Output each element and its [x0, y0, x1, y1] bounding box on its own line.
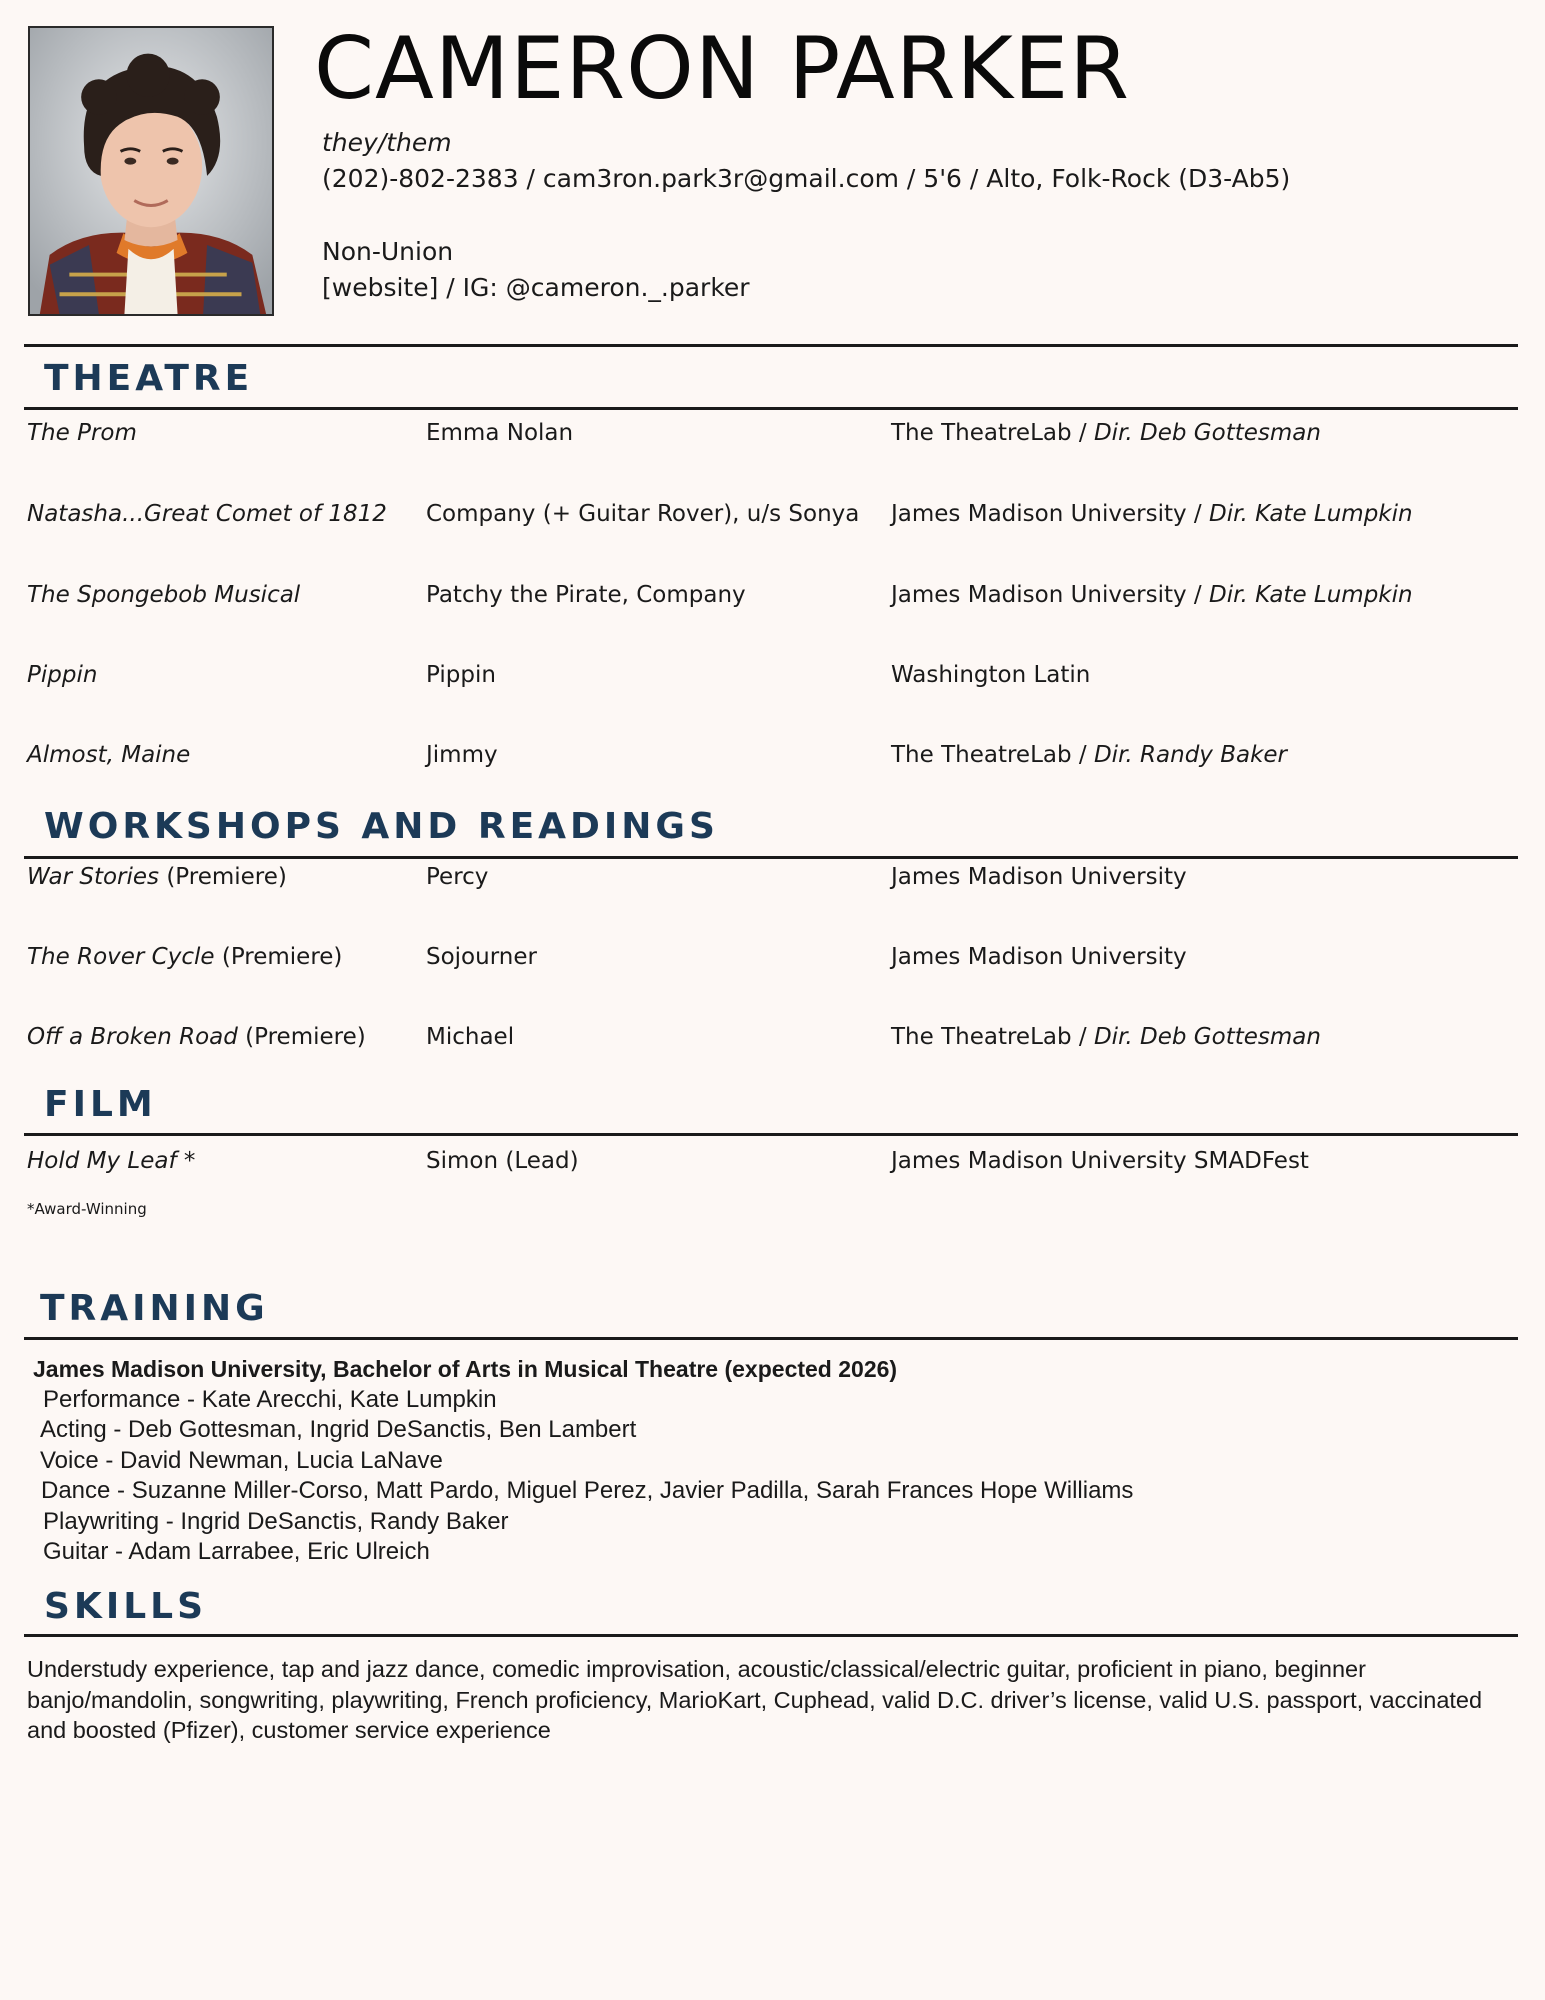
show-title: Pippin [27, 662, 98, 688]
credit-row [0, 864, 1545, 900]
show-title: War Stories (Premiere) [27, 864, 287, 890]
role: Patchy the Pirate, Company [426, 582, 746, 608]
training-school: James Madison University, Bachelor of Arts in Musical Theatre (expected 2026) [33, 1356, 898, 1382]
training-line: Acting - Deb Gottesman, Ingrid DeSanctis, Ben Lambert [40, 1416, 637, 1443]
pronouns: they/them [322, 128, 452, 157]
section-title-theatre: THEATRE [44, 358, 254, 399]
training-block [33, 1354, 1133, 1568]
venue: James Madison University / Dir. Kate Lumpkin [891, 582, 1413, 608]
credit-row [0, 501, 1545, 537]
training-line: Guitar - Adam Larrabee, Eric Ulreich [43, 1538, 430, 1565]
training-line: Dance - Suzanne Miller-Corso, Matt Pardo, Miguel Perez, Javier Padilla, Sarah Frances Hope Williams [41, 1477, 1134, 1504]
divider [24, 1634, 1518, 1637]
director: Dir. Deb Gottesman [1093, 420, 1321, 446]
role: Michael [426, 1024, 515, 1050]
footnote: *Award-Winning [27, 1200, 147, 1218]
divider [24, 856, 1518, 859]
credit-row [0, 420, 1545, 456]
divider [24, 1133, 1518, 1136]
role: Percy [426, 864, 489, 890]
union-status: Non-Union [322, 237, 454, 266]
role: Simon (Lead) [426, 1148, 579, 1174]
divider [24, 1337, 1518, 1340]
show-title: Almost, Maine [27, 742, 191, 768]
role: Sojourner [426, 944, 537, 970]
role: Pippin [426, 662, 496, 688]
role: Emma Nolan [426, 420, 574, 446]
divider [24, 407, 1518, 410]
director: Dir. Randy Baker [1093, 742, 1288, 768]
credit-row [0, 1024, 1545, 1060]
venue: The TheatreLab / Dir. Deb Gottesman [891, 420, 1321, 446]
credit-row [0, 582, 1545, 618]
director: Dir. Kate Lumpkin [1209, 501, 1413, 527]
director: Dir. Deb Gottesman [1093, 1024, 1321, 1050]
role: Company (+ Guitar Rover), u/s Sonya [426, 501, 860, 527]
section-title-film: FILM [44, 1084, 157, 1125]
credit-row [0, 662, 1545, 698]
training-line: Playwriting - Ingrid DeSanctis, Randy Baker [43, 1507, 509, 1535]
training-line: Voice - David Newman, Lucia LaNave [40, 1446, 443, 1474]
venue: James Madison University / Dir. Kate Lumpkin [891, 501, 1413, 527]
venue: The TheatreLab / Dir. Randy Baker [891, 742, 1288, 768]
venue: James Madison University SMADFest [891, 1148, 1309, 1174]
venue: Washington Latin [891, 662, 1091, 688]
venue: James Madison University [891, 864, 1187, 890]
credit-row [0, 1148, 1545, 1184]
venue: The TheatreLab / Dir. Deb Gottesman [891, 1024, 1321, 1050]
show-title: The Rover Cycle (Premiere) [27, 944, 343, 970]
show-title: Off a Broken Road (Premiere) [27, 1024, 366, 1050]
show-title: The Prom [27, 420, 137, 446]
director: Dir. Kate Lumpkin [1209, 582, 1413, 608]
section-title-training: TRAINING [40, 1288, 269, 1329]
venue: James Madison University [891, 944, 1187, 970]
section-title-skills: SKILLS [44, 1586, 208, 1627]
show-title: Hold My Leaf * [27, 1148, 196, 1174]
credit-row [0, 944, 1545, 980]
headshot-photo [28, 26, 274, 316]
website-and-social: [website] / IG: @cameron._.parker [322, 273, 750, 302]
divider [24, 344, 1518, 347]
show-title: The Spongebob Musical [27, 582, 301, 608]
show-title: Natasha...Great Comet of 1812 [27, 501, 387, 527]
training-line: Performance - Kate Arecchi, Kate Lumpkin [43, 1385, 497, 1413]
contact-info: (202)-802-2383 / cam3ron.park3r@gmail.com / 5'6 / Alto, Folk-Rock (D3-Ab5) [322, 164, 1291, 193]
section-title-workshops: WORKSHOPS AND READINGS [44, 806, 719, 847]
skills-text: Understudy experience, tap and jazz dance, comedic improvisation, acoustic/classical/electric guitar, proficient in piano, beginner banjo/mandolin, songwriting, playwriting, French proficiency, MarioKart, Cuphead, valid D.C. driver’s license, valid U.S. passport, vaccinated and boosted (Pfizer), customer service experience [27, 1656, 1483, 1743]
role: Jimmy [426, 742, 498, 768]
credit-row [0, 742, 1545, 778]
candidate-name: CAMERON PARKER [314, 19, 1130, 119]
